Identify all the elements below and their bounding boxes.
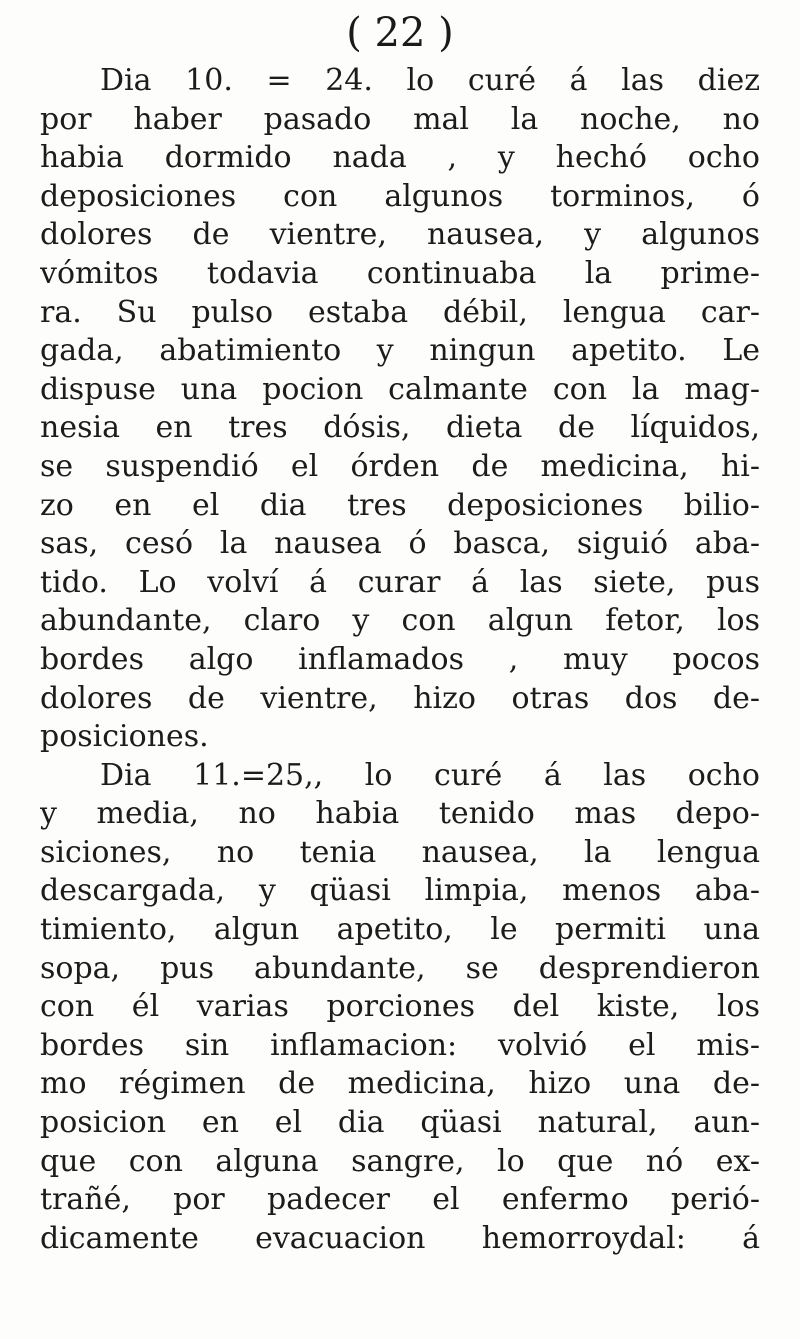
text-line: tido. Lo volví á curar á las siete, pus	[40, 564, 760, 600]
text-line: ra. Su pulso estaba débil, lengua car-	[40, 294, 760, 330]
text-line: Dia 11.=25,, lo curé á las ocho	[100, 757, 760, 793]
text-line: descargada, y qüasi limpia, menos aba-	[40, 873, 760, 909]
text-line: abundante, claro y con algun fetor, los	[40, 603, 760, 639]
text-line: que con alguna sangre, lo que nó ex-	[40, 1143, 760, 1179]
text-line: bordes sin inflamacion: volvió el mis-	[40, 1027, 760, 1063]
text-line: sopa, pus abundante, se desprendieron	[40, 950, 760, 986]
text-line: deposiciones con algunos torminos, ó	[40, 178, 760, 214]
page-number: ( 22 )	[346, 10, 454, 56]
text-line: y media, no habia tenido mas depo-	[40, 796, 760, 832]
text-line: Dia 10. = 24. lo curé á las diez	[100, 63, 760, 98]
text-line: posicion en el dia qüasi natural, aun-	[40, 1105, 760, 1141]
text-line: nesia en tres dósis, dieta de líquidos,	[40, 410, 760, 446]
text-line: dolores de vientre, nausea, y algunos	[40, 217, 760, 253]
text-line: siciones, no tenia nausea, la lengua	[40, 834, 760, 870]
text-line: con él varias porciones del kiste, los	[40, 989, 760, 1025]
text-line: dicamente evacuacion hemorroydal: á	[40, 1220, 760, 1256]
text-line: por haber pasado mal la noche, no	[40, 101, 760, 137]
text-line: posiciones.	[40, 719, 209, 755]
text-line: zo en el dia tres deposiciones bilio-	[40, 487, 760, 523]
text-line: dispuse una pocion calmante con la mag-	[40, 371, 760, 407]
body-text	[40, 62, 760, 1258]
text-line: sas, cesó la nausea ó basca, siguió aba-	[40, 526, 760, 562]
text-line: habia dormido nada , y hechó ocho	[40, 140, 760, 176]
text-line: vómitos todavia continuaba la prime-	[40, 255, 760, 291]
text-line: gada, abatimiento y ningun apetito. Le	[40, 333, 760, 369]
text-line: mo régimen de medicina, hizo una de-	[40, 1066, 760, 1102]
text-line: dolores de vientre, hizo otras dos de-	[40, 680, 760, 716]
text-line: se suspendió el órden de medicina, hi-	[40, 448, 760, 484]
text-line: timiento, algun apetito, le permiti una	[40, 912, 760, 948]
text-line: trañé, por padecer el enfermo perió-	[40, 1182, 760, 1218]
text-line: bordes algo inflamados , muy pocos	[40, 641, 760, 677]
